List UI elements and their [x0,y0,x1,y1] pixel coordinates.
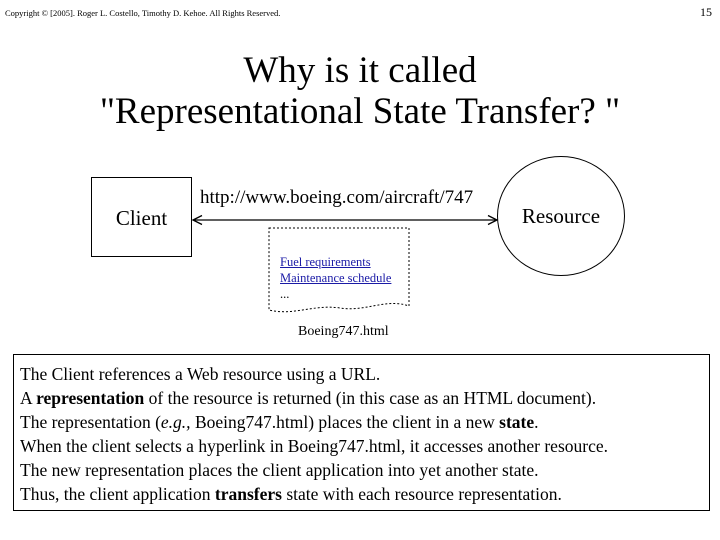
body-line-6 [20,482,709,506]
client-box [91,177,192,257]
copyright-notice: Copyright © [2005]. Roger L. Costello, Timothy D. Kehoe. All Rights Reserved. [5,8,281,18]
title-line-2: "Representational State Transfer? " [99,91,621,132]
body-line-4: When the client selects a hyperlink in Boeing747.html, it accesses another resource. [20,436,609,456]
body-line-2-c: of the resource is returned (in this case as an HTML document). [144,388,597,408]
body-line-3-c: Boeing747.html) places the client in a new [190,412,500,432]
eg-abbrev: e.g., [160,412,191,432]
body-line-1: The Client references a Web resource using a URL. [20,364,381,384]
document-caption: Boeing747.html [298,324,389,339]
body-line-3-a: The representation ( [20,412,161,432]
resource-label: Resource [521,204,601,228]
client-label: Client [115,206,168,230]
explanation-textbox [13,354,710,511]
body-line-6-a: Thus, the client application [20,484,215,504]
transfers-term: transfers [214,484,282,504]
body-line-5: The new representation places the client application into yet another state. [20,460,539,480]
fuel-requirements-link[interactable]: Fuel requirements [280,255,371,269]
body-line-3 [20,410,709,434]
body-line-2 [20,386,709,410]
maintenance-schedule-link[interactable]: Maintenance schedule [280,271,392,285]
body-line-6-c: state with each resource representation. [281,484,562,504]
representation-term: representation [36,388,145,408]
resource-url: http://www.boeing.com/aircraft/747 [200,187,474,208]
resource-circle [497,156,625,276]
title-line-1: Why is it called [243,50,477,91]
document-ellipsis: ... [280,287,290,301]
document-contents [280,254,391,302]
slide-title [0,50,720,132]
state-term: state [499,412,535,432]
body-line-3-e: . [534,412,539,432]
page-number: 15 [700,5,712,19]
body-line-2-a: A [20,388,37,408]
